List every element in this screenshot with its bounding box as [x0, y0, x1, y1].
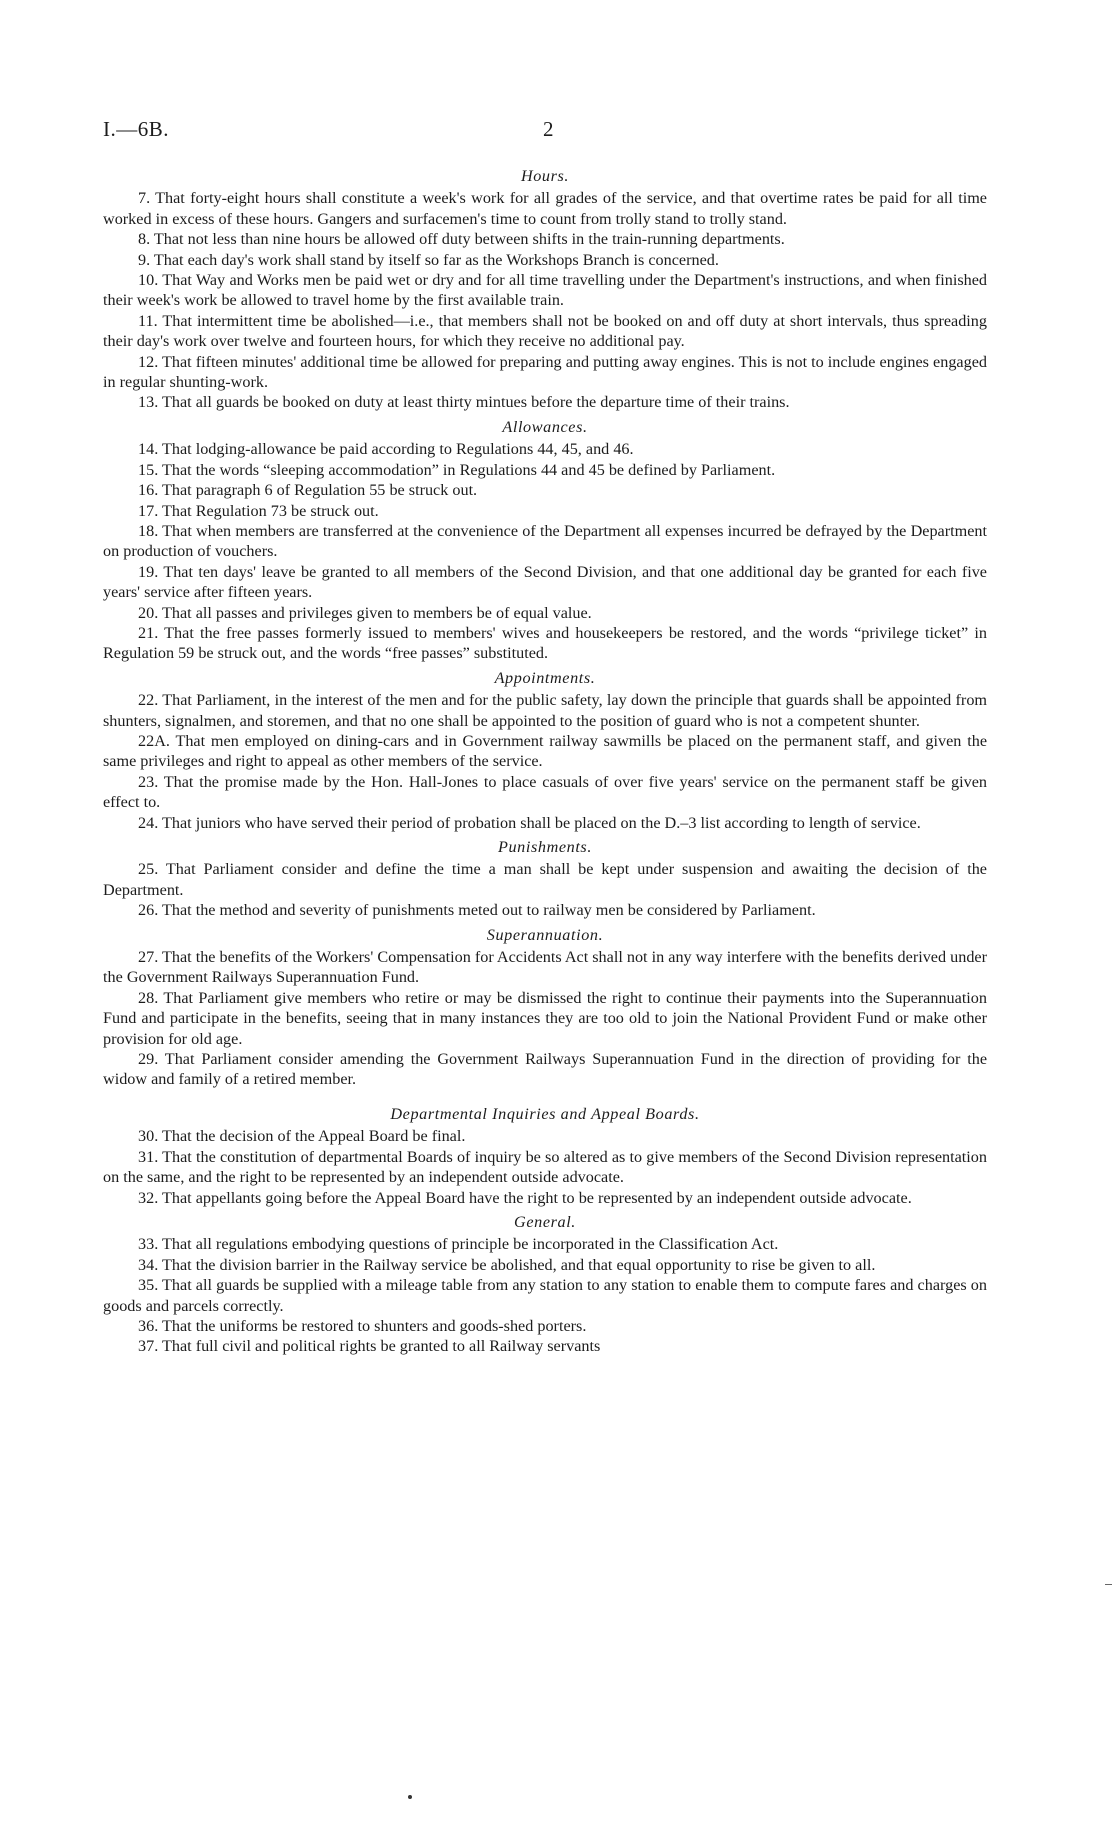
section-heading: Departmental Inquiries and Appeal Boards. — [390, 1104, 700, 1123]
resolution-paragraph: 9. That each day's work shall stand by itself so far as the Workshops Branch is concerned. — [138, 250, 719, 269]
page-mark — [408, 1795, 412, 1799]
resolution-paragraph: 28. That Parliament give members who retire or may be dismissed the right to continue their payments into the Superannuation Fund and participate in the benefits, seeing that in many instances they are too old to join the National Provident Fund or make other provision for old age. — [103, 988, 987, 1048]
resolution-paragraph: 31. That the constitution of departmental Boards of inquiry be so altered as to give members of the Second Division representation on the same, and the right to be represented by an independent outside advocate. — [103, 1147, 987, 1187]
resolution-paragraph: 17. That Regulation 73 be struck out. — [138, 501, 379, 520]
document-reference: I.—6B. — [103, 117, 169, 141]
resolution-paragraph: 30. That the decision of the Appeal Board be final. — [138, 1127, 466, 1146]
resolution-paragraph: 27. That the benefits of the Workers' Compensation for Accidents Act shall not in any way interfere with the benefits derived under the Government Railways Superannuation Fund. — [103, 948, 987, 987]
resolution-paragraph: 23. That the promise made by the Hon. Hall-Jones to place casuals of over five years' service on the permanent staff be given effect to. — [103, 772, 987, 812]
resolution-paragraph: 35. That all guards be supplied with a mileage table from any station to any station to enable them to compute fares and charges on goods and parcels correctly. — [103, 1276, 987, 1315]
resolution-paragraph: 29. That Parliament consider amending the Government Railways Superannuation Fund in the direction of providing for the widow and family of a retired member. — [103, 1050, 987, 1089]
resolution-paragraph: 8. That not less than nine hours be allowed off duty between shifts in the train-running departments. — [138, 230, 785, 249]
section-heading: Hours. — [520, 167, 570, 185]
section-heading: Punishments. — [498, 838, 592, 856]
section-heading: Superannuation. — [486, 925, 604, 944]
resolution-paragraph: 21. That the free passes formerly issued to members' wives and housekeepers be restored, and the words “privilege ticket” in Regulation 59 be struck out, and the words “free passes” substituted. — [103, 623, 987, 663]
margin-mark — [1105, 1584, 1112, 1585]
resolution-paragraph: 14. That lodging-allowance be paid according to Regulations 44, 45, and 46. — [138, 440, 634, 459]
resolution-paragraph: 22A. That men employed on dining-cars and in Government railway sawmills be placed on the permanent staff, and given the same privileges and right to appeal as other members of the service. — [103, 731, 987, 771]
resolution-paragraph: 10. That Way and Works men be paid wet or dry and for all time travelling under the Department's instructions, and when finished their week's work be allowed to travel home by the first available train. — [103, 271, 987, 310]
section-heading: General. — [514, 1212, 576, 1231]
resolution-paragraph: 34. That the division barrier in the Railway service be abolished, and that equal opportunity to rise be given to all. — [138, 1255, 876, 1274]
resolution-paragraph: 16. That paragraph 6 of Regulation 55 be struck out. — [138, 481, 478, 500]
resolution-paragraph: 19. That ten days' leave be granted to all members of the Second Division, and that one additional day be granted for each five years' service after fifteen years. — [103, 562, 987, 602]
resolution-paragraph: 24. That juniors who have served their period of probation shall be placed on the D.–3 list according to length of service. — [138, 813, 921, 832]
resolution-paragraph: 7. That forty-eight hours shall constitute a week's work for all grades of the service, and that overtime rates be paid for all time worked in excess of these hours. Gangers and surfacemen's time to count from trolly stand to trolly stand. — [103, 189, 987, 228]
document-body — [103, 162, 987, 1357]
resolution-paragraph: 11. That intermittent time be abolished—i.e., that members shall not be booked on and off duty at short intervals, thus spreading their day's work over twelve and fourteen hours, for which they receive no additional pay. — [103, 311, 987, 351]
resolution-paragraph: 22. That Parliament, in the interest of the men and for the public safety, lay down the principle that guards shall be appointed from shunters, signalmen, and storemen, and that no one shall be appointed to the position of guard who is not a competent shunter. — [103, 691, 987, 730]
resolution-paragraph: 18. That when members are transferred at the convenience of the Department all expenses incurred be defrayed by the Department on production of vouchers. — [103, 521, 987, 561]
resolution-paragraph: 20. That all passes and privileges given to members be of equal value. — [138, 603, 592, 622]
resolution-paragraph: 12. That fifteen minutes' additional time be allowed for preparing and putting away engines. This is not to include engines engaged in regular shunting-work. — [103, 352, 987, 392]
resolution-paragraph: 26. That the method and severity of punishments meted out to railway men be considered by Parliament. — [138, 901, 816, 920]
resolution-paragraph: 25. That Parliament consider and define the time a man shall be kept under suspension and awaiting the decision of the Department. — [103, 860, 987, 899]
resolution-paragraph: 36. That the uniforms be restored to shunters and goods-shed porters. — [138, 1316, 587, 1335]
resolution-paragraph: 13. That all guards be booked on duty at least thirty mintues before the departure time of their trains. — [138, 393, 790, 412]
section-heading: Appointments. — [494, 668, 596, 687]
section-heading: Allowances. — [502, 417, 588, 436]
resolution-paragraph: 33. That all regulations embodying questions of principle be incorporated in the Classification Act. — [138, 1235, 779, 1254]
resolution-paragraph: 15. That the words “sleeping accommodation” in Regulations 44 and 45 be defined by Parliament. — [138, 460, 776, 479]
page-number: 2 — [543, 117, 554, 141]
resolution-paragraph: 32. That appellants going before the Appeal Board have the right to be represented by an independent outside advocate. — [138, 1188, 912, 1207]
resolution-paragraph: 37. That full civil and political rights be granted to all Railway servants — [138, 1337, 601, 1356]
